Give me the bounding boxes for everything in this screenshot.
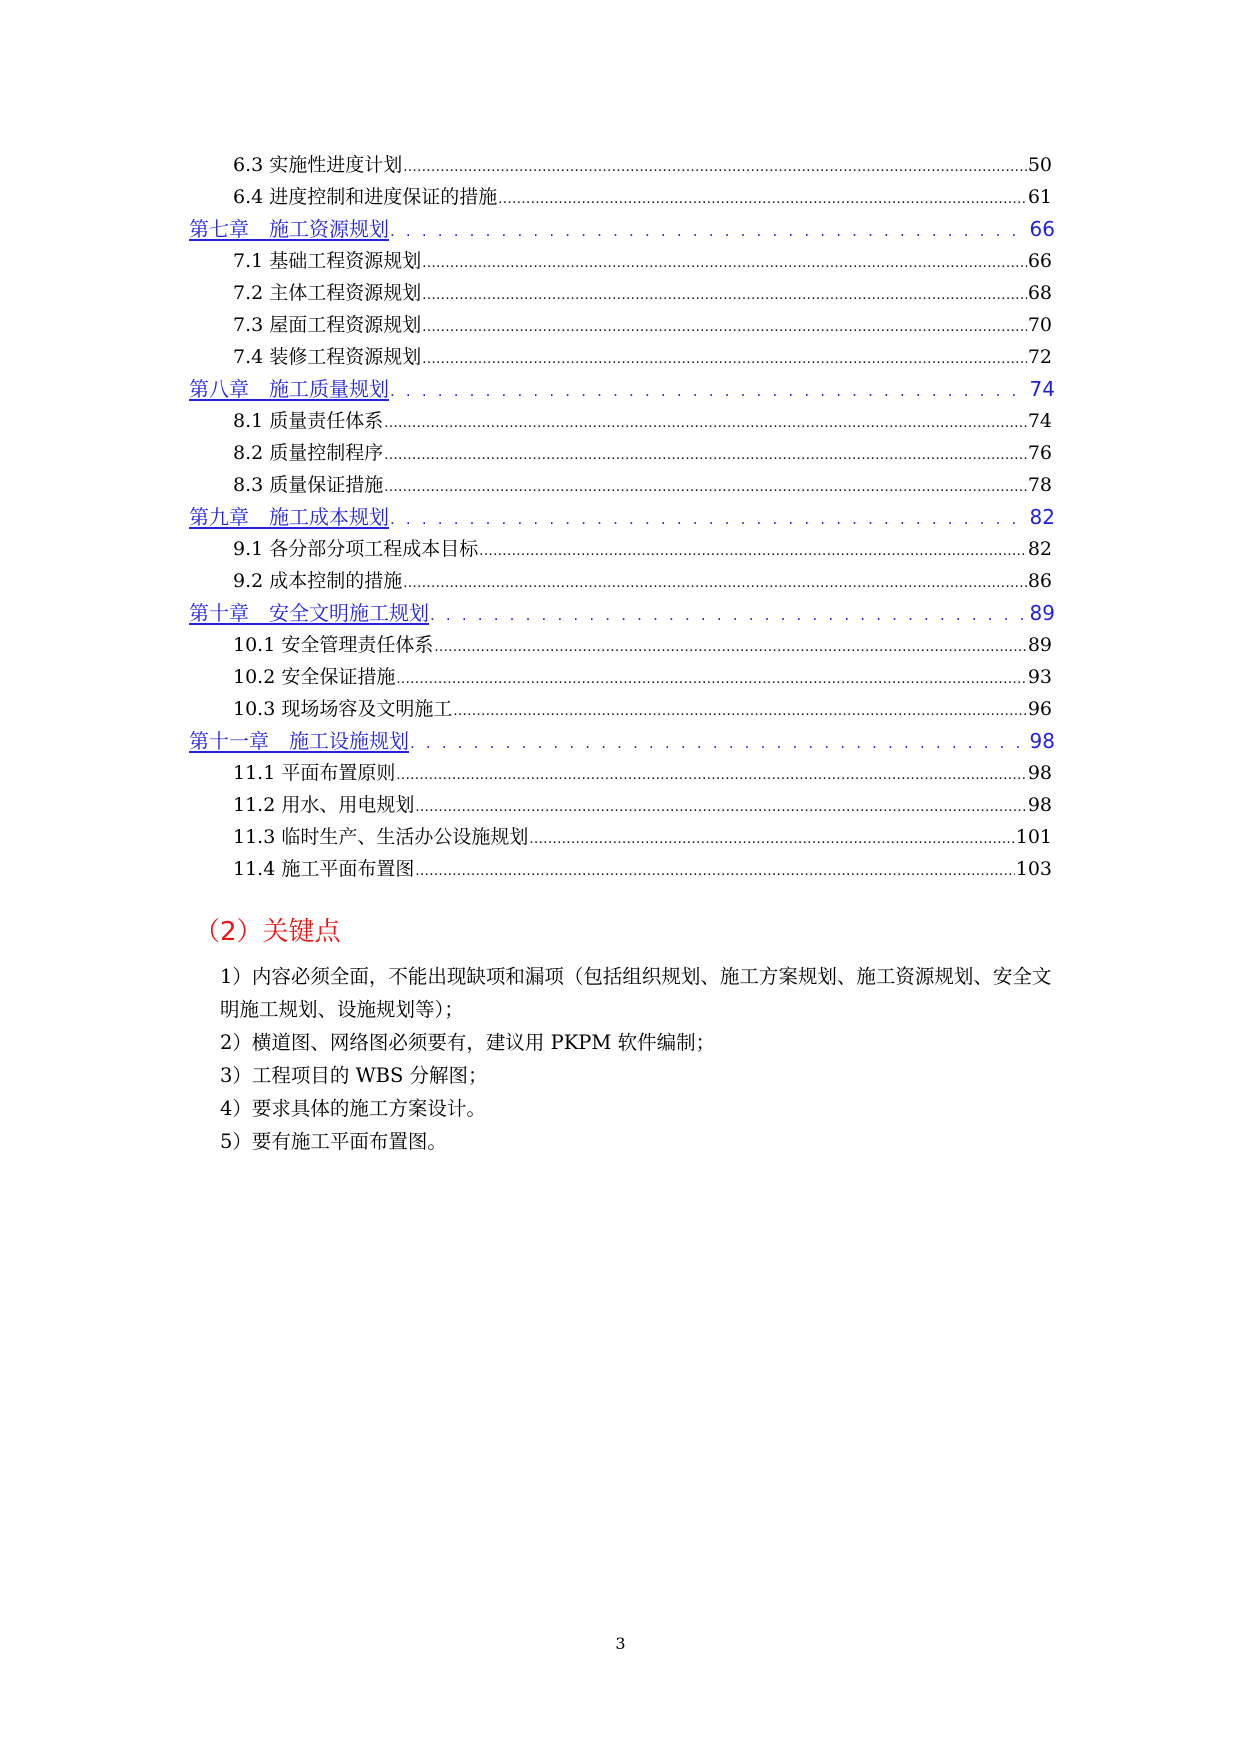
toc-entry-11-1[interactable] [233, 758, 1052, 788]
toc-entry-6-4[interactable] [233, 182, 1052, 212]
toc-entry-label: 11.1 平面布置原则 [233, 762, 396, 784]
toc-chapter-label: 第九章 施工成本规划 [189, 505, 389, 529]
toc-entry-label: 6.4 进度控制和进度保证的措施 [233, 186, 498, 208]
toc-entry-page: 96 [1027, 698, 1052, 720]
toc-entry-page: 93 [1027, 666, 1052, 688]
toc-leader [384, 470, 1027, 500]
toc-chapter-page: 74 [1029, 377, 1055, 401]
toc-entry-page: 72 [1027, 346, 1052, 368]
toc-chapter-label: 第七章 施工资源规划 [189, 217, 389, 241]
toc-entry-9-2[interactable] [233, 566, 1052, 596]
toc-leader [434, 630, 1026, 660]
toc-entry-page: 98 [1027, 794, 1052, 816]
toc-leader [390, 214, 1029, 244]
toc-leader [384, 406, 1027, 436]
key-point-item: 1）内容必须全面，不能出现缺项和漏项（包括组织规划、施工方案规划、施工资源规划、安全文明施工规划、设施规划等）； [220, 965, 1052, 1021]
toc-entry-label: 8.2 质量控制程序 [233, 442, 384, 464]
toc-chapter-page: 82 [1029, 505, 1055, 529]
toc-entry-page: 61 [1027, 186, 1052, 208]
toc-entry-label: 8.1 质量责任体系 [233, 410, 384, 432]
page-number: 3 [615, 1634, 626, 1653]
toc-leader [453, 694, 1026, 724]
toc-entry-7-3[interactable] [233, 310, 1052, 340]
toc-chapter-label: 第八章 施工质量规划 [189, 377, 389, 401]
toc-chapter-page: 98 [1029, 729, 1055, 753]
toc-leader [415, 854, 1014, 884]
toc-entry-page: 101 [1015, 826, 1052, 848]
toc-chapter-7-link[interactable] [189, 214, 1055, 244]
toc-leader [498, 182, 1027, 212]
toc-entry-10-3[interactable] [233, 694, 1052, 724]
toc-entry-page: 98 [1027, 762, 1052, 784]
toc-entry-label: 6.3 实施性进度计划 [233, 154, 403, 176]
toc-entry-label: 7.2 主体工程资源规划 [233, 282, 422, 304]
toc-entry-9-1[interactable] [233, 534, 1052, 564]
toc-entry-page: 82 [1027, 538, 1052, 560]
toc-leader [422, 310, 1027, 340]
toc-entry-7-1[interactable] [233, 246, 1052, 276]
toc-entry-8-3[interactable] [233, 470, 1052, 500]
toc-entry-page: 74 [1027, 410, 1052, 432]
toc-entry-label: 9.1 各分部分项工程成本目标 [233, 538, 479, 560]
key-points-list [220, 960, 1056, 1158]
toc-entry-label: 10.2 安全保证措施 [233, 666, 396, 688]
toc-chapter-8-link[interactable] [189, 374, 1055, 404]
key-point-item: 2）横道图、网络图必须要有，建议用 PKPM 软件编制； [220, 1031, 716, 1054]
toc-leader [422, 278, 1027, 308]
toc-entry-7-4[interactable] [233, 342, 1052, 372]
toc-leader [529, 822, 1014, 852]
toc-leader [390, 502, 1029, 532]
toc-entry-page: 103 [1015, 858, 1052, 880]
toc-entry-page: 78 [1027, 474, 1052, 496]
toc-leader [390, 374, 1029, 404]
toc-leader [403, 150, 1027, 180]
toc-entry-label: 7.1 基础工程资源规划 [233, 250, 422, 272]
toc-entry-page: 66 [1027, 250, 1052, 272]
toc-entry-page: 86 [1027, 570, 1052, 592]
toc-entry-label: 7.3 屋面工程资源规划 [233, 314, 422, 336]
toc-entry-label: 11.2 用水、用电规划 [233, 794, 415, 816]
toc-leader [396, 758, 1026, 788]
toc-leader [422, 342, 1027, 372]
toc-entry-6-3[interactable] [233, 150, 1052, 180]
toc-entry-8-2[interactable] [233, 438, 1052, 468]
toc-entry-11-3[interactable] [233, 822, 1052, 852]
toc-leader [396, 662, 1026, 692]
toc-entry-label: 8.3 质量保证措施 [233, 474, 384, 496]
toc-entry-label: 7.4 装修工程资源规划 [233, 346, 422, 368]
key-points-heading: （2）关键点 [194, 917, 341, 947]
toc-entry-label: 11.3 临时生产、生活办公设施规划 [233, 826, 529, 848]
key-point-item: 3）工程项目的 WBS 分解图； [220, 1064, 488, 1087]
toc-entry-10-2[interactable] [233, 662, 1052, 692]
toc-leader [422, 246, 1027, 276]
toc-leader [430, 598, 1029, 628]
toc-chapter-label: 第十章 安全文明施工规划 [189, 601, 429, 625]
toc-chapter-9-link[interactable] [189, 502, 1055, 532]
toc-entry-page: 68 [1027, 282, 1052, 304]
toc-chapter-page: 89 [1029, 601, 1055, 625]
toc-entry-page: 50 [1027, 154, 1052, 176]
toc-entry-11-2[interactable] [233, 790, 1052, 820]
toc-chapter-11-link[interactable] [189, 726, 1055, 756]
toc-chapter-label: 第十一章 施工设施规划 [189, 729, 409, 753]
toc-entry-label: 9.2 成本控制的措施 [233, 570, 403, 592]
toc-chapter-page: 66 [1029, 217, 1055, 241]
toc-entry-label: 10.3 现场场容及文明施工 [233, 698, 453, 720]
toc-entry-label: 11.4 施工平面布置图 [233, 858, 415, 880]
toc-leader [403, 566, 1027, 596]
key-point-item: 4）要求具体的施工方案设计。 [220, 1097, 486, 1120]
key-point-item: 5）要有施工平面布置图。 [220, 1130, 447, 1153]
toc-entry-10-1[interactable] [233, 630, 1052, 660]
toc-entry-11-4[interactable] [233, 854, 1052, 884]
toc-entry-page: 76 [1027, 442, 1052, 464]
toc-leader [384, 438, 1027, 468]
toc-entry-7-2[interactable] [233, 278, 1052, 308]
toc-leader [479, 534, 1027, 564]
toc-entry-page: 70 [1027, 314, 1052, 336]
toc-entry-8-1[interactable] [233, 406, 1052, 436]
toc-chapter-10-link[interactable] [189, 598, 1055, 628]
toc-entry-page: 89 [1027, 634, 1052, 656]
toc-leader [415, 790, 1026, 820]
toc-entry-label: 10.1 安全管理责任体系 [233, 634, 434, 656]
toc-leader [410, 726, 1029, 756]
